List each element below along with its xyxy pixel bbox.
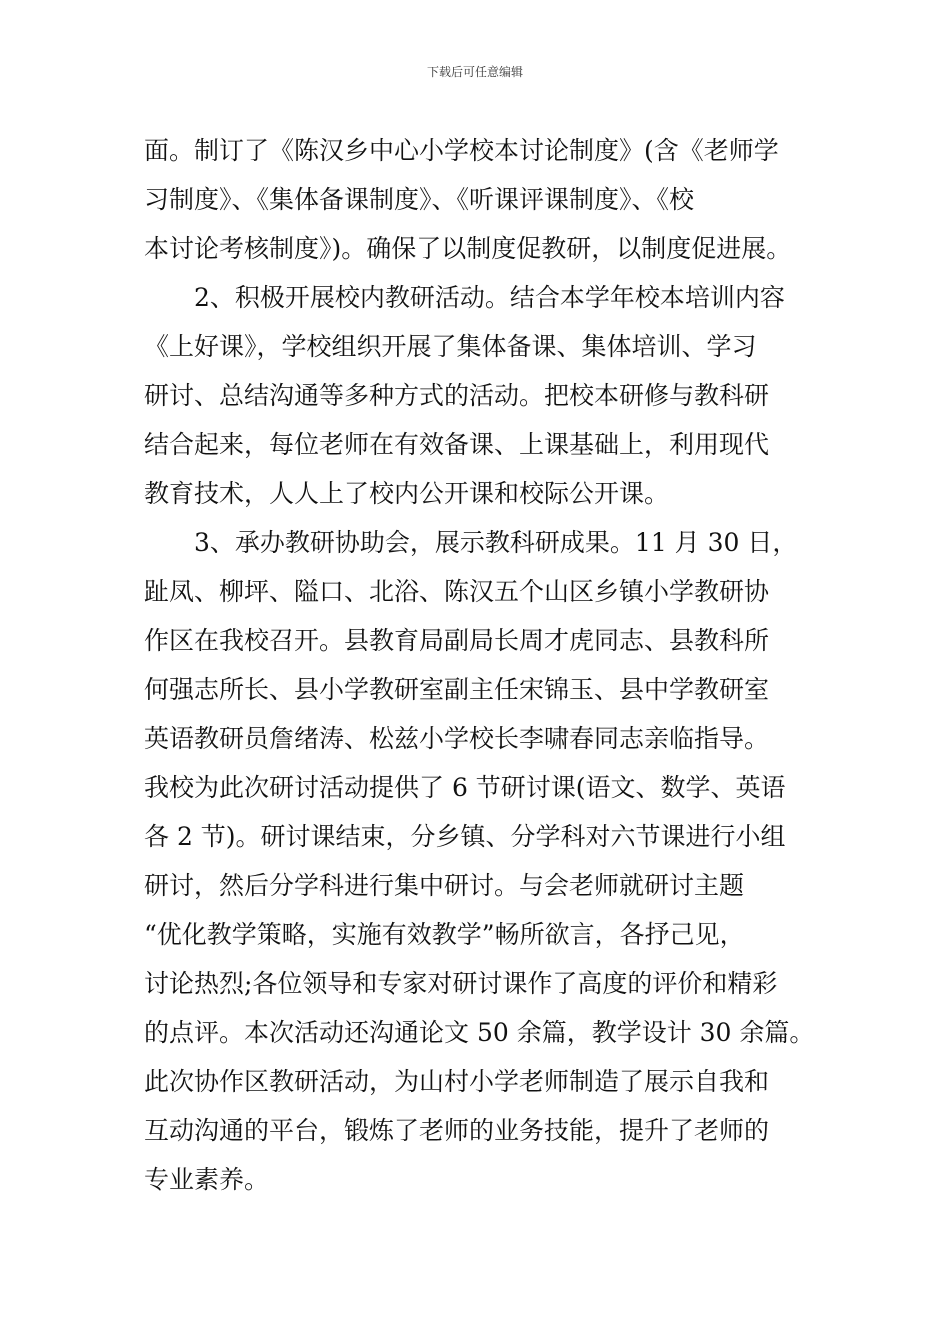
text-line: 本讨论考核制度》)。确保了以制度促教研，以制度促进展。 xyxy=(144,234,792,263)
text-line: 的点评。本次活动还沟通论文 50 余篇，教学设计 30 余篇。 xyxy=(144,1018,815,1047)
text-line: 趾凤、柳坪、隘口、北浴、陈汉五个山区乡镇小学教研协 xyxy=(144,577,770,606)
text-line: 3、承办教研协助会，展示教科研成果。11 月 30 日， xyxy=(194,528,798,557)
paragraph-2 xyxy=(144,273,814,518)
text-line: 《上好课》，学校组织开展了集体备课、集体培训、学习 xyxy=(144,332,757,361)
page-header: 下载后可任意编辑 xyxy=(426,65,523,79)
text-line: “优化教学策略，实施有效教学”畅所欲言，各抒己见， xyxy=(144,920,745,949)
text-line: 何强志所长、县小学教研室副主任宋锦玉、县中学教研室 xyxy=(144,675,770,704)
text-line: 教育技术，人人上了校内公开课和校际公开课。 xyxy=(144,479,670,508)
text-line: 研讨，然后分学科进行集中研讨。与会老师就研讨主题 xyxy=(144,871,745,900)
text-line: 各 2 节)。研讨课结束，分乡镇、分学科对六节课进行小组 xyxy=(144,822,786,851)
text-line: 此次协作区教研活动，为山村小学老师制造了展示自我和 xyxy=(144,1067,770,1096)
paragraph-1 xyxy=(144,126,814,273)
text-line: 结合起来，每位老师在有效备课、上课基础上，利用现代 xyxy=(144,430,770,459)
text-line: 面。制订了《陈汉乡中心小学校本讨论制度》(含《老师学 xyxy=(144,136,779,165)
text-line: 作区在我校召开。县教育局副局长周才虎同志、县教科所 xyxy=(144,626,770,655)
text-line: 英语教研员詹绪涛、松兹小学校长李啸春同志亲临指导。 xyxy=(144,724,770,753)
paragraph-3 xyxy=(144,518,814,1204)
text-line: 互动沟通的平台，锻炼了老师的业务技能，提升了老师的 xyxy=(144,1116,770,1145)
text-line: 专业素养。 xyxy=(144,1165,270,1194)
text-line: 习制度》、《集体备课制度》、《听课评课制度》、《校 xyxy=(144,185,695,214)
document-body xyxy=(144,126,814,1204)
text-line: 我校为此次研讨活动提供了 6 节研讨课(语文、数学、英语 xyxy=(144,773,786,802)
text-line: 2、积极开展校内教研活动。结合本学年校本培训内容 xyxy=(194,283,785,312)
text-line: 研讨、总结沟通等多种方式的活动。把校本研修与教科研 xyxy=(144,381,770,410)
text-line: 讨论热烈;各位领导和专家对研讨课作了高度的评价和精彩 xyxy=(144,969,778,998)
